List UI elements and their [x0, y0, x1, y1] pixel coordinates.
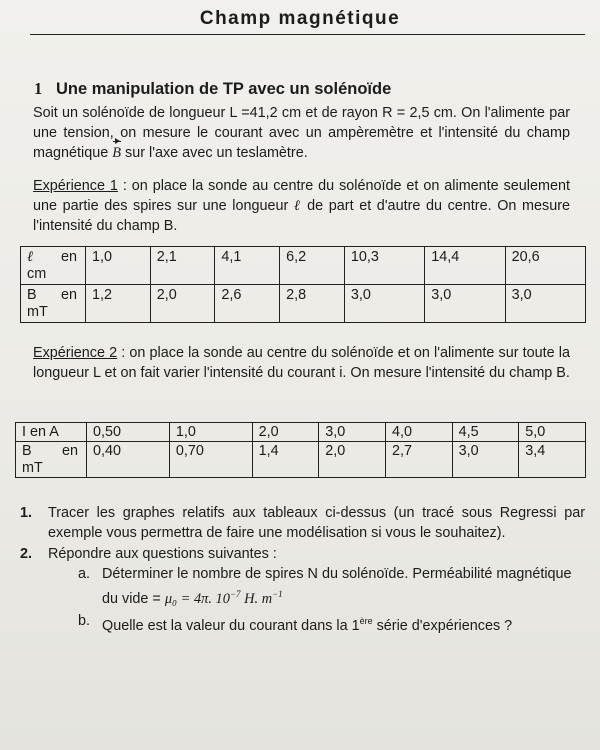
header-unit: mT [22, 460, 43, 476]
section-number: 1 [34, 79, 43, 98]
table-cell: 3,0 [319, 423, 386, 442]
table-cell: 5,0 [519, 423, 586, 442]
table-cell: 3,4 [519, 442, 586, 478]
section-title: Une manipulation de TP avec un solénoïde [56, 80, 392, 98]
list-item [20, 544, 585, 564]
intro-paragraph [33, 103, 570, 163]
table-cell: 2,8 [280, 285, 345, 323]
table-cell: 4,5 [452, 423, 519, 442]
table-cell: 1,4 [252, 442, 319, 478]
table1-row1-header [21, 247, 86, 285]
table-cell: 1,0 [169, 423, 252, 442]
length-symbol: ℓ [293, 198, 302, 214]
table-row [21, 285, 586, 323]
table-cell: 0,40 [87, 442, 170, 478]
header-symbol: ℓ [27, 249, 33, 265]
title-underline [30, 34, 585, 35]
table-cell: 4,1 [215, 247, 280, 285]
question-number: 2. [20, 546, 33, 562]
table-cell: 3,0 [425, 285, 505, 323]
header-en: en [61, 443, 78, 459]
subquestion-b-text-b: série d'expériences ? [372, 617, 513, 634]
subquestion-a-text: Déterminer le nombre de spires N du solénoïde. Perméabilité magnétique du vide = [102, 566, 572, 607]
question-text: Répondre aux questions suivantes : [48, 546, 277, 562]
experience-2-text: : on place la sonde au centre du solénoïde et on l'alimente sur toute la longueur L et on fait varier l'intensité du courant i. On mesure l'intensité du champ B. [33, 345, 570, 381]
table-cell: 1,0 [86, 247, 151, 285]
table2-row2-header [16, 442, 87, 478]
page-title: Champ magnétique [199, 8, 401, 29]
question-number: 1. [20, 505, 33, 521]
intro-text-1: Soit un solénoïde de longueur L =41,2 cm et de rayon R = 2,5 cm. On l'alimente par une tension, on mesure le courant avec un ampèremètre et l'intensité du champ magnétique [33, 105, 570, 161]
header-en: en [60, 249, 77, 265]
table-row [21, 247, 586, 285]
table-cell: 2,7 [385, 442, 452, 478]
vector-b-symbol: B [112, 145, 122, 161]
question-list [20, 503, 585, 636]
formula-exponent: −7 [229, 589, 241, 599]
section-heading [34, 79, 391, 99]
header-symbol: B [22, 443, 32, 459]
list-item [20, 503, 585, 543]
table-row [16, 442, 586, 478]
table-cell: 10,3 [344, 247, 424, 285]
table-cell: 2,0 [150, 285, 215, 323]
table-cell: 14,4 [425, 247, 505, 285]
subquestion-letter: b. [78, 612, 91, 629]
table-cell: 2,0 [252, 423, 319, 442]
experience-1-paragraph [33, 176, 570, 236]
table-cell: 3,0 [505, 285, 585, 323]
experience-1-text-b: de part et d'autre du centre. On mesure l'intensité du champ B. [33, 198, 571, 234]
table1-row2-header [21, 285, 86, 323]
formula-base: μ₀ = 4π. 10 [164, 590, 230, 607]
header-unit: cm [27, 266, 47, 282]
list-item [78, 564, 585, 609]
question-text: Tracer les graphes relatifs aux tableaux ci-dessus (un tracé sous Regressi par exemple vous permettra de faire une modélisation si vous le souhaitez). [48, 505, 585, 541]
table-row [16, 423, 586, 442]
experience-2-paragraph [33, 343, 570, 383]
table-experience-2 [15, 422, 586, 478]
subquestion-text [102, 564, 585, 609]
permeability-formula [165, 591, 283, 607]
units-exponent: −1 [272, 589, 283, 599]
table-cell: 6,2 [280, 247, 345, 285]
table-cell: 4,0 [385, 423, 452, 442]
table2-row1-header: I en A [16, 423, 87, 442]
table-experience-1 [20, 246, 586, 323]
table-cell: 0,50 [87, 423, 170, 442]
header-en: en [60, 287, 77, 303]
experience-1-label: Expérience 1 [33, 178, 118, 194]
intro-text-2: sur l'axe avec un teslamètre. [121, 145, 308, 161]
table-cell: 2,1 [150, 247, 215, 285]
ordinal-superscript: ère [359, 615, 373, 626]
formula-units: H. m [240, 590, 273, 607]
list-item [78, 611, 585, 636]
experience-2-label: Expérience 2 [33, 345, 118, 361]
table-cell: 0,70 [169, 442, 252, 478]
table-cell: 3,0 [452, 442, 519, 478]
header-unit: mT [27, 304, 48, 320]
table-cell: 20,6 [505, 247, 585, 285]
table-cell: 2,0 [319, 442, 386, 478]
table-cell: 2,6 [215, 285, 280, 323]
experience-1-text-a: : on place la sonde au centre du solénoïde et on alimente seulement une partie des spires sur une longueur [33, 178, 571, 214]
subquestion-b-text-a: Quelle est la valeur du courant dans la 1 [102, 617, 360, 634]
table-cell: 3,0 [344, 285, 424, 323]
subquestion-letter: a. [78, 566, 91, 582]
subquestion-text [102, 611, 585, 636]
table-cell: 1,2 [86, 285, 151, 323]
header-symbol: B [27, 287, 37, 303]
